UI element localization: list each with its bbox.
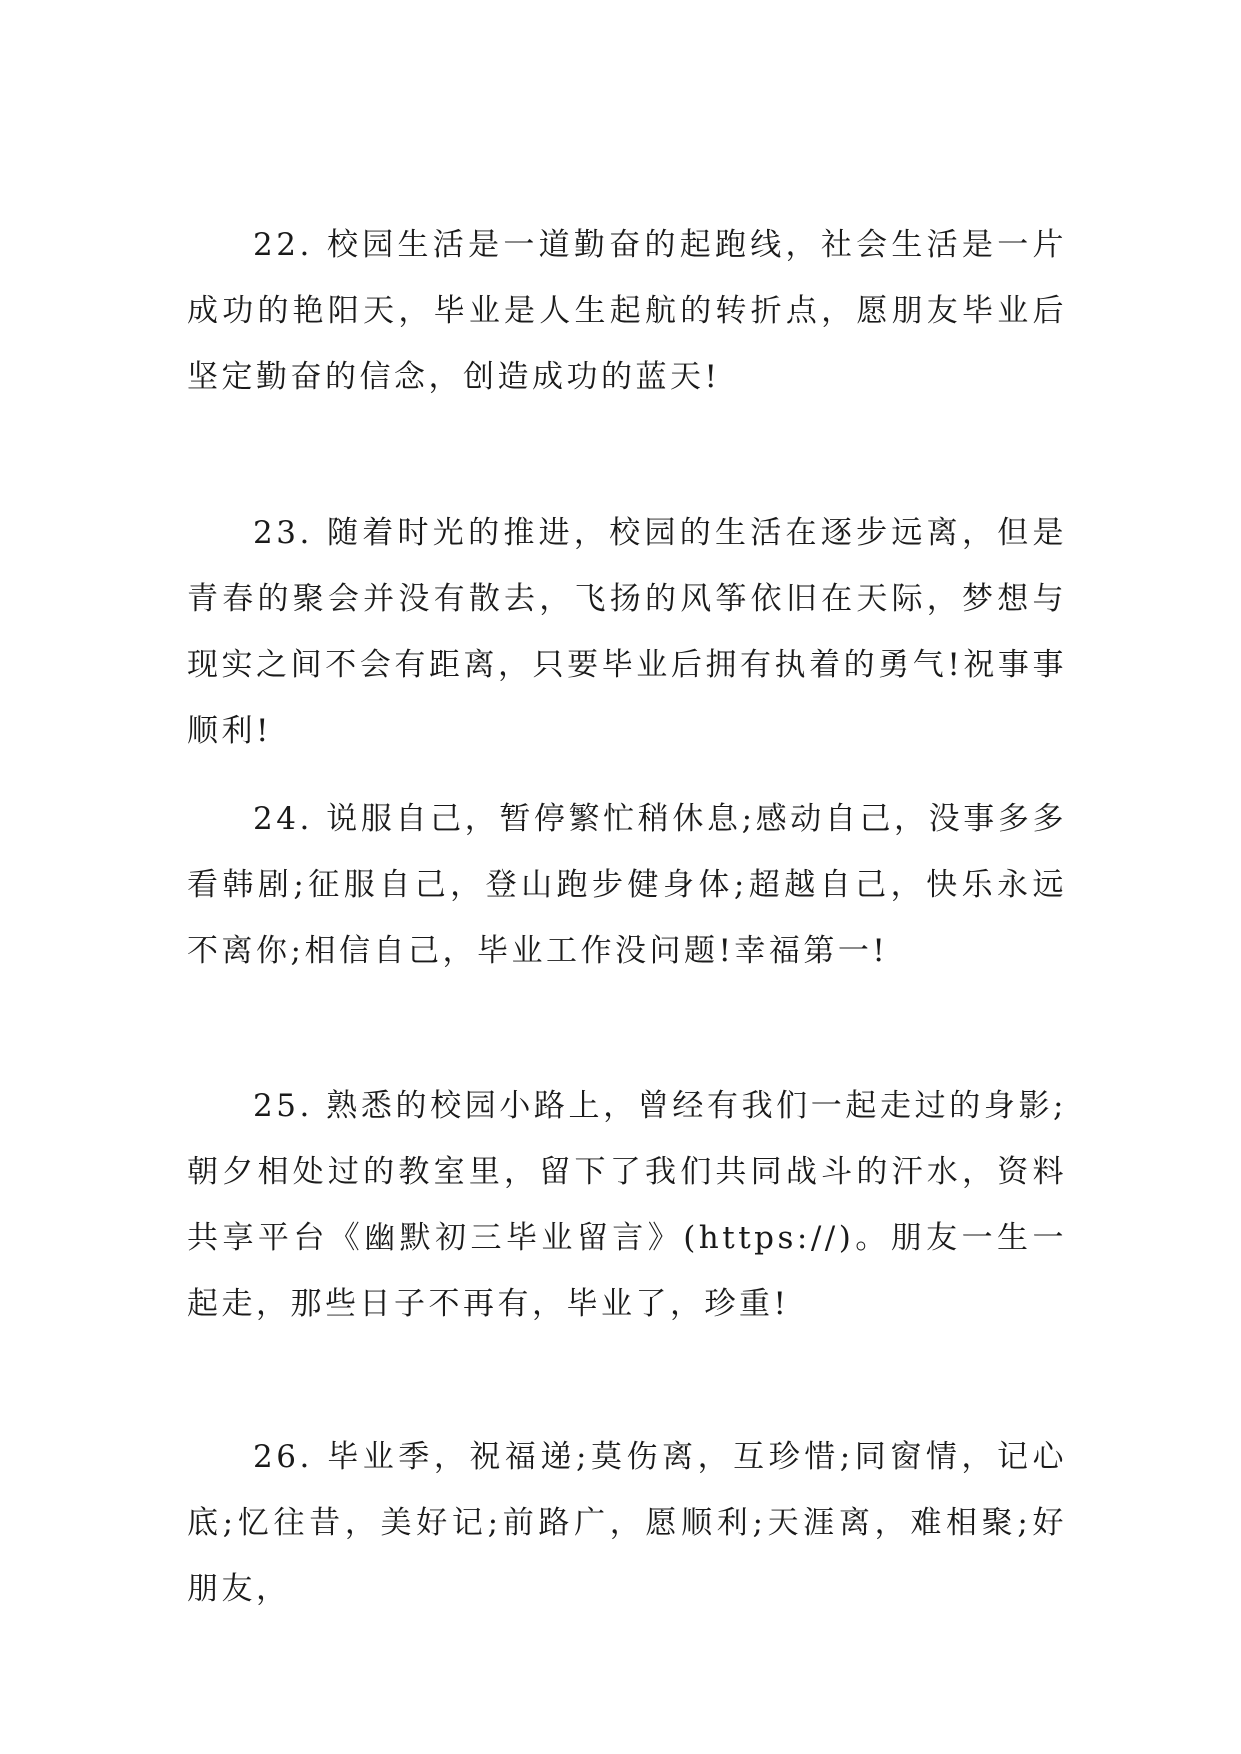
paragraph-number: 24.: [253, 801, 313, 837]
paragraph-text: 随着时光的推进，校园的生活在逐步远离，但是青春的聚会并没有散去，飞扬的风筝依旧在天际，梦想与现实之间不会有距离，只要毕业后拥有执着的勇气!祝事事顺利!: [187, 515, 1068, 749]
paragraph-text: 校园生活是一道勤奋的起跑线，社会生活是一片成功的艳阳天，毕业是人生起航的转折点，愿朋友毕业后坚定勤奋的信念，创造成功的蓝天!: [187, 227, 1068, 395]
paragraph-text: 说服自己，暂停繁忙稍休息;感动自己，没事多多看韩剧;征服自己，登山跑步健身体;超越自己，快乐永远不离你;相信自己，毕业工作没问题!幸福第一!: [187, 801, 1067, 969]
paragraph-number: 23.: [253, 515, 313, 551]
paragraph-24: [187, 786, 1067, 984]
paragraph-text: 毕业季，祝福递;莫伤离，互珍惜;同窗情，记心底;忆往昔，美好记;前路广，愿顺利;天涯离，难相聚;好朋友，: [187, 1439, 1068, 1607]
paragraph-25: [187, 1073, 1067, 1337]
paragraph-number: 26.: [253, 1439, 313, 1475]
paragraph-26: [187, 1424, 1067, 1622]
paragraph-number: 22.: [253, 227, 313, 263]
paragraph-23: [187, 500, 1067, 764]
paragraph-text: 熟悉的校园小路上，曾经有我们一起走过的身影;朝夕相处过的教室里，留下了我们共同战斗的汗水，资料共享平台《幽默初三毕业留言》(https://)。朋友一生一起走，那些日子不再有，毕业了，珍重!: [187, 1088, 1067, 1322]
paragraph-22: [187, 212, 1067, 410]
paragraph-number: 25.: [253, 1088, 313, 1124]
